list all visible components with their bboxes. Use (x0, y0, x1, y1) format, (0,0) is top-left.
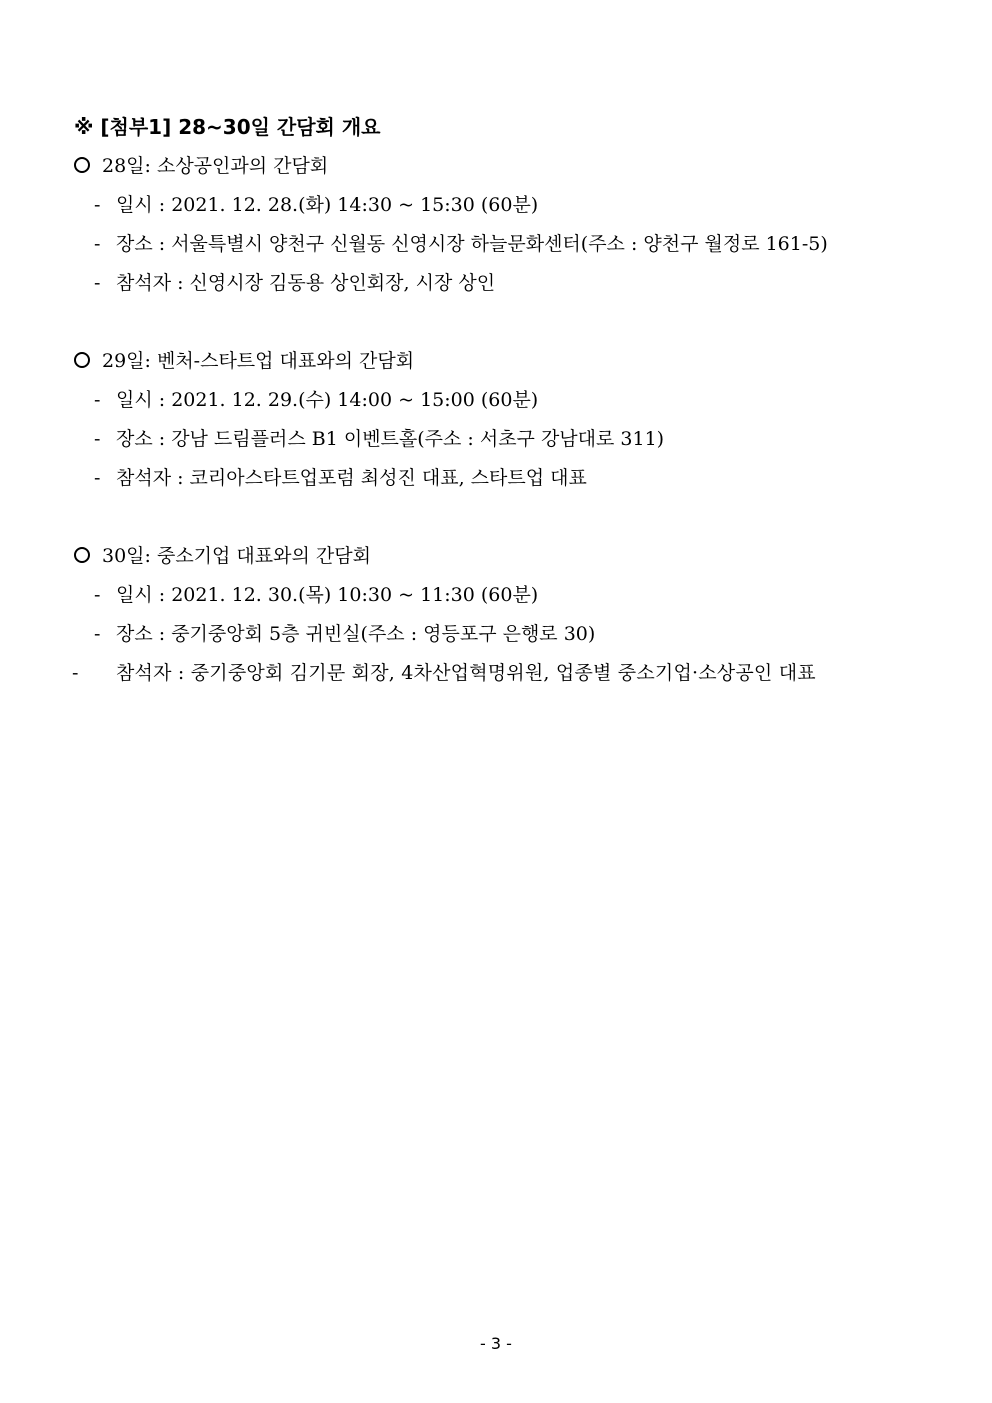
section-heading (74, 342, 934, 381)
dash-bullet-icon: - (94, 194, 101, 216)
list-item (74, 576, 934, 615)
dash-bullet-icon: - (94, 428, 101, 450)
list-item (74, 264, 934, 303)
section-heading-text: 29일: 벤처-스타트업 대표와의 간담회 (102, 350, 415, 372)
list-item (74, 420, 934, 459)
dash-bullet-icon: - (72, 662, 79, 684)
list-item (74, 186, 934, 225)
item-text: 장소 : 서울특별시 양천구 신월동 신영시장 하늘문화센터(주소 : 양천구 월정로 161-5) (116, 233, 828, 255)
circle-bullet-icon (74, 547, 90, 563)
dash-bullet-icon: - (94, 467, 101, 489)
circle-bullet-icon (74, 157, 90, 173)
page-number: - 3 - (480, 1334, 512, 1353)
section-heading-text: 28일: 소상공인과의 간담회 (102, 155, 329, 177)
item-text: 참석자 : 신영시장 김동용 상인회장, 시장 상인 (116, 272, 496, 294)
dash-bullet-icon: - (94, 584, 101, 606)
item-text: 참석자 : 중기중앙회 김기문 회장, 4차산업혁명위원, 업종별 중소기업·소상공인 대표 (116, 662, 816, 684)
section-29 (74, 342, 934, 498)
dash-bullet-icon: - (94, 389, 101, 411)
section-heading (74, 147, 934, 186)
list-item (74, 381, 934, 420)
item-text: 장소 : 강남 드림플러스 B1 이벤트홀(주소 : 서초구 강남대로 311) (116, 428, 665, 450)
section-heading-text: 30일: 중소기업 대표와의 간담회 (102, 545, 371, 567)
dash-bullet-icon: - (94, 233, 101, 255)
section-28 (74, 147, 934, 303)
list-item (74, 459, 934, 498)
list-item (74, 615, 934, 654)
list-item (74, 654, 934, 693)
section-30 (74, 537, 934, 693)
item-text: 일시 : 2021. 12. 29.(수) 14:00 ~ 15:00 (60분) (116, 389, 539, 411)
list-item (74, 225, 934, 264)
item-text: 일시 : 2021. 12. 28.(화) 14:30 ~ 15:30 (60분) (116, 194, 539, 216)
item-text: 장소 : 중기중앙회 5층 귀빈실(주소 : 영등포구 은행로 30) (116, 623, 596, 645)
circle-bullet-icon (74, 352, 90, 368)
item-text: 일시 : 2021. 12. 30.(목) 10:30 ~ 11:30 (60분) (116, 584, 539, 606)
page-title: ※ [첨부1] 28~30일 간담회 개요 (74, 115, 381, 139)
section-heading (74, 537, 934, 576)
dash-bullet-icon: - (94, 272, 101, 294)
item-text: 참석자 : 코리아스타트업포럼 최성진 대표, 스타트업 대표 (116, 467, 587, 489)
dash-bullet-icon: - (94, 623, 101, 645)
